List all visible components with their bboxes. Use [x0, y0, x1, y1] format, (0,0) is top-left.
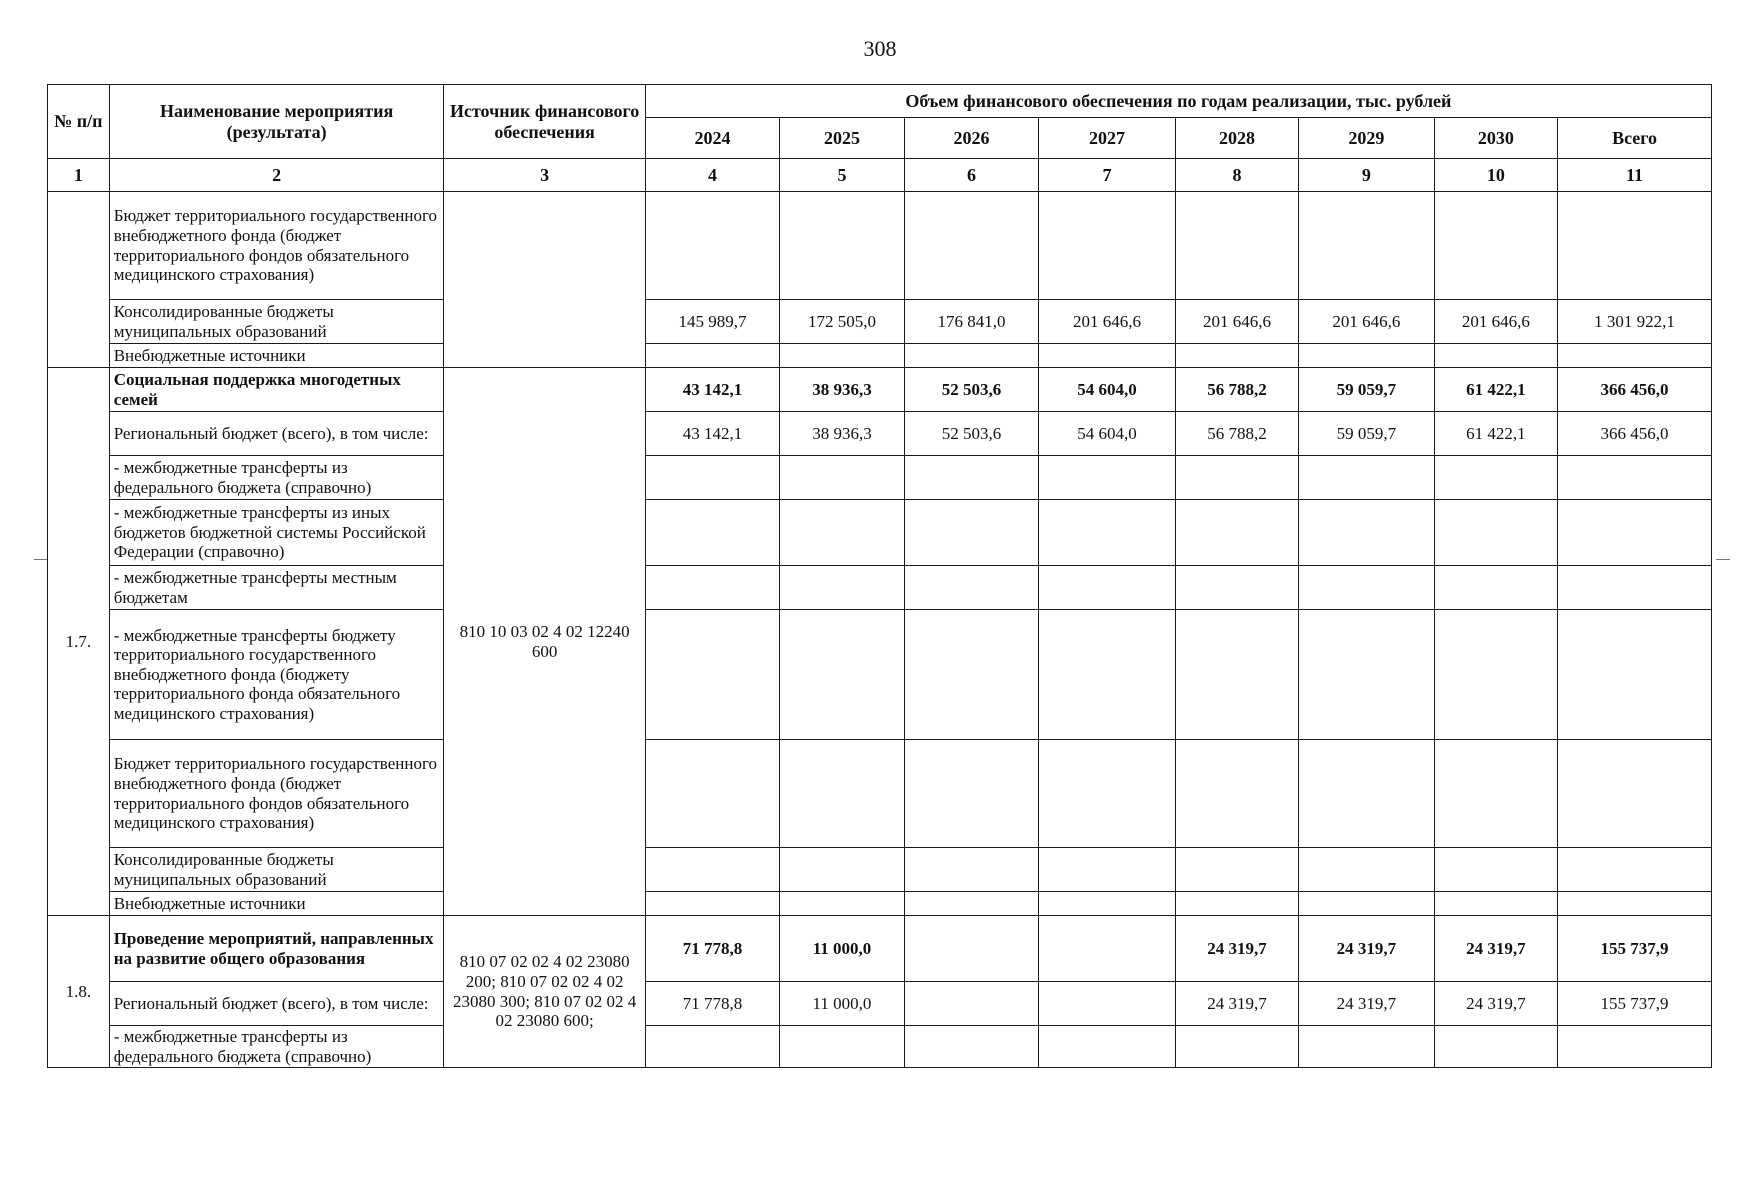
value-cell	[780, 344, 904, 368]
value-cell	[1558, 740, 1712, 848]
header-volume: Объем финансового обеспечения по годам реализации, тыс. рублей	[645, 85, 1711, 118]
value-cell	[1039, 610, 1176, 740]
row-name: Региональный бюджет (всего), в том числе:	[109, 982, 444, 1026]
header-row-1	[48, 85, 1712, 118]
value-cell: 11 000,0	[780, 982, 904, 1026]
value-cell	[1175, 1026, 1298, 1068]
table-row	[48, 610, 1712, 740]
row-source: 810 07 02 02 4 02 23080 200; 810 07 02 02 4 02 23080 300; 810 07 02 02 4 02 23080 600;	[444, 916, 645, 1068]
value-cell	[780, 740, 904, 848]
header-year: 2030	[1434, 118, 1557, 159]
value-cell: 61 422,1	[1434, 368, 1557, 412]
value-cell: 38 936,3	[780, 412, 904, 456]
value-cell	[1299, 848, 1435, 892]
row-name: Региональный бюджет (всего), в том числе:	[109, 412, 444, 456]
value-cell: 1 301 922,1	[1558, 300, 1712, 344]
value-cell	[645, 892, 780, 916]
value-cell	[1175, 192, 1298, 300]
col-number: 1	[48, 159, 110, 192]
value-cell	[1558, 566, 1712, 610]
table-row	[48, 1026, 1712, 1068]
header-year: 2024	[645, 118, 780, 159]
value-cell: 24 319,7	[1299, 916, 1435, 982]
value-cell	[1175, 344, 1298, 368]
value-cell: 24 319,7	[1175, 982, 1298, 1026]
value-cell	[1175, 610, 1298, 740]
value-cell: 201 646,6	[1434, 300, 1557, 344]
value-cell: 155 737,9	[1558, 916, 1712, 982]
value-cell	[780, 610, 904, 740]
table-row	[48, 368, 1712, 412]
value-cell	[1039, 848, 1176, 892]
value-cell	[780, 566, 904, 610]
value-cell	[645, 566, 780, 610]
value-cell	[780, 848, 904, 892]
value-cell	[1434, 344, 1557, 368]
value-cell	[904, 848, 1039, 892]
row-name: Внебюджетные источники	[109, 892, 444, 916]
header-year: 2025	[780, 118, 904, 159]
value-cell	[780, 192, 904, 300]
value-cell	[1175, 740, 1298, 848]
table-row	[48, 982, 1712, 1026]
value-cell	[904, 500, 1039, 566]
header-total: Всего	[1558, 118, 1712, 159]
value-cell: 38 936,3	[780, 368, 904, 412]
value-cell: 176 841,0	[904, 300, 1039, 344]
value-cell	[1039, 982, 1176, 1026]
value-cell	[1299, 1026, 1435, 1068]
value-cell	[1175, 500, 1298, 566]
table-row	[48, 740, 1712, 848]
value-cell	[1299, 192, 1435, 300]
value-cell	[1039, 892, 1176, 916]
value-cell	[1434, 610, 1557, 740]
value-cell	[780, 892, 904, 916]
value-cell: 54 604,0	[1039, 368, 1176, 412]
value-cell: 61 422,1	[1434, 412, 1557, 456]
value-cell	[1039, 566, 1176, 610]
table-row	[48, 892, 1712, 916]
value-cell	[645, 848, 780, 892]
value-cell	[1299, 456, 1435, 500]
value-cell	[1558, 500, 1712, 566]
header-num: № п/п	[48, 85, 110, 159]
value-cell	[904, 192, 1039, 300]
value-cell: 59 059,7	[1299, 412, 1435, 456]
header-year: 2028	[1175, 118, 1298, 159]
col-number: 3	[444, 159, 645, 192]
value-cell: 366 456,0	[1558, 368, 1712, 412]
value-cell	[1558, 1026, 1712, 1068]
table-row	[48, 192, 1712, 300]
value-cell	[780, 500, 904, 566]
value-cell	[1558, 610, 1712, 740]
value-cell	[1299, 500, 1435, 566]
header-name: Наименование мероприятия (результата)	[109, 85, 444, 159]
value-cell	[1175, 566, 1298, 610]
value-cell: 56 788,2	[1175, 368, 1298, 412]
value-cell: 43 142,1	[645, 412, 780, 456]
table-row	[48, 500, 1712, 566]
value-cell	[1175, 892, 1298, 916]
value-cell	[904, 740, 1039, 848]
budget-table	[47, 84, 1712, 1068]
value-cell	[1434, 566, 1557, 610]
value-cell	[904, 566, 1039, 610]
value-cell: 201 646,6	[1175, 300, 1298, 344]
value-cell: 24 319,7	[1434, 982, 1557, 1026]
value-cell	[1039, 500, 1176, 566]
value-cell	[1175, 456, 1298, 500]
value-cell	[1039, 916, 1176, 982]
col-number: 4	[645, 159, 780, 192]
value-cell	[1039, 740, 1176, 848]
value-cell	[1558, 848, 1712, 892]
value-cell	[1039, 456, 1176, 500]
value-cell	[780, 456, 904, 500]
value-cell	[904, 456, 1039, 500]
value-cell	[1434, 192, 1557, 300]
value-cell: 43 142,1	[645, 368, 780, 412]
header-year: 2029	[1299, 118, 1435, 159]
value-cell	[1558, 456, 1712, 500]
header-year: 2027	[1039, 118, 1176, 159]
value-cell: 155 737,9	[1558, 982, 1712, 1026]
table-row	[48, 456, 1712, 500]
value-cell	[904, 892, 1039, 916]
value-cell	[904, 982, 1039, 1026]
page-number: 308	[863, 36, 897, 61]
value-cell: 145 989,7	[645, 300, 780, 344]
value-cell: 52 503,6	[904, 412, 1039, 456]
row-name: - межбюджетные трансферты из федерального бюджета (справочно)	[109, 1026, 444, 1068]
col-number: 11	[1558, 159, 1712, 192]
value-cell	[1299, 566, 1435, 610]
header-source: Источник финансового обеспечения	[444, 85, 645, 159]
table-row	[48, 848, 1712, 892]
row-name: Бюджет территориального государственного внебюджетного фонда (бюджет территориального фондов обязательного медицинского страхования)	[109, 740, 444, 848]
value-cell	[645, 344, 780, 368]
header-row-col-numbers	[48, 159, 1712, 192]
row-source: 810 10 03 02 4 02 12240 600	[444, 368, 645, 916]
value-cell	[1039, 192, 1176, 300]
value-cell: 71 778,8	[645, 982, 780, 1026]
value-cell	[780, 1026, 904, 1068]
row-name: Консолидированные бюджеты муниципальных образований	[109, 300, 444, 344]
table-row	[48, 412, 1712, 456]
value-cell	[645, 740, 780, 848]
table-row	[48, 916, 1712, 982]
value-cell	[645, 610, 780, 740]
col-number: 7	[1039, 159, 1176, 192]
value-cell	[1434, 1026, 1557, 1068]
value-cell: 366 456,0	[1558, 412, 1712, 456]
row-name: - межбюджетные трансферты местным бюджетам	[109, 566, 444, 610]
row-name: Социальная поддержка многодетных семей	[109, 368, 444, 412]
col-number: 8	[1175, 159, 1298, 192]
row-name: Консолидированные бюджеты муниципальных образований	[109, 848, 444, 892]
value-cell: 56 788,2	[1175, 412, 1298, 456]
row-number: 1.8.	[48, 916, 110, 1068]
value-cell: 24 319,7	[1434, 916, 1557, 982]
table-row	[48, 344, 1712, 368]
value-cell	[1175, 848, 1298, 892]
value-cell	[1299, 610, 1435, 740]
row-number-empty	[48, 192, 110, 368]
value-cell: 11 000,0	[780, 916, 904, 982]
header-year: 2026	[904, 118, 1039, 159]
value-cell	[645, 1026, 780, 1068]
value-cell	[1299, 344, 1435, 368]
value-cell	[1558, 892, 1712, 916]
value-cell: 201 646,6	[1039, 300, 1176, 344]
value-cell	[1434, 848, 1557, 892]
col-number: 2	[109, 159, 444, 192]
crop-mark-left	[34, 559, 48, 560]
col-number: 10	[1434, 159, 1557, 192]
value-cell	[1434, 500, 1557, 566]
row-number: 1.7.	[48, 368, 110, 916]
value-cell	[1039, 344, 1176, 368]
value-cell	[1434, 456, 1557, 500]
col-number: 5	[780, 159, 904, 192]
value-cell	[1434, 740, 1557, 848]
crop-mark-right	[1716, 559, 1730, 560]
value-cell	[904, 1026, 1039, 1068]
value-cell	[1039, 1026, 1176, 1068]
col-number: 9	[1299, 159, 1435, 192]
row-name: Бюджет территориального государственного внебюджетного фонда (бюджет территориального фондов обязательного медицинского страхования)	[109, 192, 444, 300]
row-name: - межбюджетные трансферты из иных бюджетов бюджетной системы Российской Федерации (справочно)	[109, 500, 444, 566]
col-number: 6	[904, 159, 1039, 192]
value-cell: 52 503,6	[904, 368, 1039, 412]
value-cell: 54 604,0	[1039, 412, 1176, 456]
value-cell: 201 646,6	[1299, 300, 1435, 344]
table-row	[48, 566, 1712, 610]
value-cell: 24 319,7	[1299, 982, 1435, 1026]
value-cell	[904, 916, 1039, 982]
value-cell	[645, 192, 780, 300]
value-cell: 24 319,7	[1175, 916, 1298, 982]
value-cell	[645, 456, 780, 500]
value-cell: 59 059,7	[1299, 368, 1435, 412]
value-cell	[1434, 892, 1557, 916]
row-name: Внебюджетные источники	[109, 344, 444, 368]
value-cell	[1558, 344, 1712, 368]
row-source-empty	[444, 192, 645, 368]
value-cell	[1558, 192, 1712, 300]
value-cell: 71 778,8	[645, 916, 780, 982]
value-cell	[1299, 740, 1435, 848]
value-cell: 172 505,0	[780, 300, 904, 344]
value-cell	[904, 610, 1039, 740]
row-name: Проведение мероприятий, направленных на развитие общего образования	[109, 916, 444, 982]
table-row	[48, 300, 1712, 344]
row-name: - межбюджетные трансферты из федерального бюджета (справочно)	[109, 456, 444, 500]
value-cell	[645, 500, 780, 566]
value-cell	[904, 344, 1039, 368]
value-cell	[1299, 892, 1435, 916]
row-name: - межбюджетные трансферты бюджету территориального государственного внебюджетного фонда (бюджету территориального фонда обязательного медицинского страхования)	[109, 610, 444, 740]
